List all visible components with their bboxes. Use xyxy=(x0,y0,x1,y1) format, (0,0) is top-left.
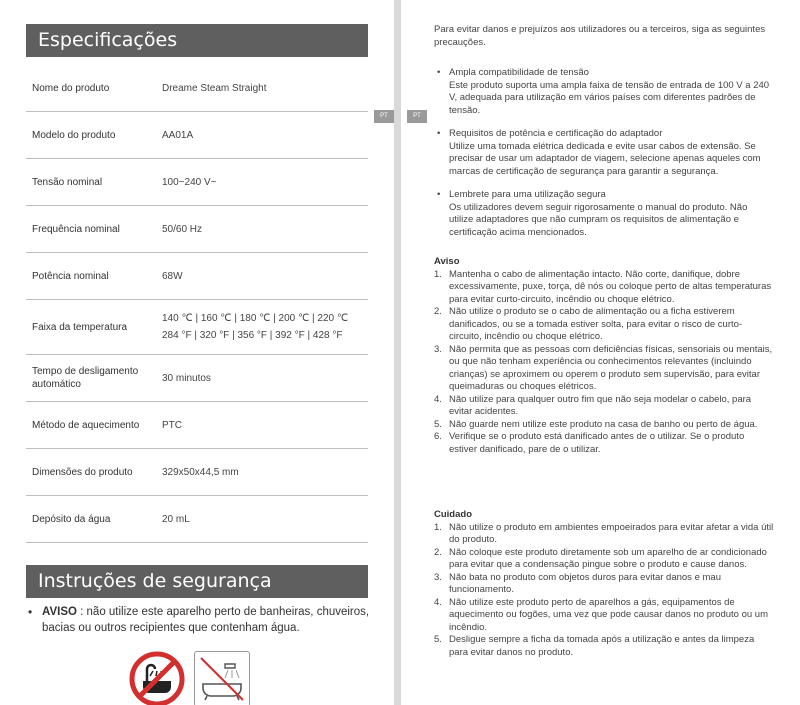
spec-value: PTC xyxy=(162,419,182,431)
aviso-heading: Aviso xyxy=(434,256,460,267)
spec-row xyxy=(26,496,368,543)
precaution-body: Utilize uma tomada elétrica dedicada e evite usar cabos de extensão. Se precisar de usar um adaptador de viagem, selecione apenas aqueles com marcas de certificação de segurança para garantir a segurança. xyxy=(449,140,761,177)
temp-fahrenheit: 284 °F | 320 °F | 356 °F | 392 °F | 428 °F xyxy=(162,330,343,341)
spec-name: Método de aquecimento xyxy=(32,419,140,431)
pt-tab-right: PT xyxy=(407,110,427,123)
spec-table xyxy=(26,65,368,543)
spec-value: 329x50x44,5 mm xyxy=(162,466,239,478)
precaution-item xyxy=(434,128,774,178)
spec-value: 30 minutos xyxy=(162,372,211,384)
spec-name: Tensão nominal xyxy=(32,176,103,188)
left-page xyxy=(0,0,394,705)
bullet-dot: • xyxy=(437,189,441,200)
spec-row xyxy=(26,206,368,253)
spec-name: Modelo do produto xyxy=(32,129,116,141)
spec-name: Nome do produto xyxy=(32,82,110,94)
precautions-list xyxy=(434,67,774,250)
cuidado-section xyxy=(434,509,774,659)
aviso-item: 3. Não permita que as pessoas com deficiências físicas, sensoriais ou mentais, ou que não tenham experiência ou conhecimentos relevantes (incluindo crianças) se aproximem ou operem o produto sem supervisão, para evitar queimaduras ou choques elétricos. xyxy=(434,343,773,392)
spec-value xyxy=(162,310,368,344)
safety-section-title: Instruções de segurança xyxy=(26,565,368,598)
spec-name: Tempo de desligamento automático xyxy=(32,366,139,390)
precaution-item xyxy=(434,189,774,239)
spec-name: Dimensões do produto xyxy=(32,466,133,478)
spec-name: Frequência nominal xyxy=(32,223,120,235)
cuidado-item-text: Não bata no produto com objetos duros para evitar danos e mau funcionamento. xyxy=(449,571,721,595)
cuidado-item-text: Não coloque este produto diretamente sob um aparelho de ar condicionado para evitar que a condensação pingue sobre o produto e cause danos. xyxy=(449,546,767,570)
precaution-title: Requisitos de potência e certificação do adaptador xyxy=(449,128,663,139)
no-shower-bath-icon xyxy=(194,651,250,705)
pt-tab-left: PT xyxy=(374,110,394,123)
aviso-item: 4. Não utilize para qualquer outro fim que não seja modelar o cabelo, para evitar acidentes. xyxy=(434,393,752,417)
aviso-item-text: Mantenha o cabo de alimentação intacto. Não corte, danifique, dobre excessivamente, puxe, torça, dê nós ou coloque perto de altas temperaturas para evitar curto-circuito, incêndio ou choque elétrico. xyxy=(449,268,772,305)
precaution-title: Lembrete para uma utilização segura xyxy=(449,189,606,200)
aviso-item: 1. Mantenha o cabo de alimentação intacto. Não corte, danifique, dobre excessivamente, puxe, torça, dê nós ou coloque perto de altas temperaturas para evitar curto-circuito, incêndio ou choque elétrico. xyxy=(434,268,772,305)
spec-value: 20 mL xyxy=(162,513,190,525)
no-bathtub-icon xyxy=(129,651,185,705)
bullet-dot: • xyxy=(437,67,441,78)
cuidado-item: 4. Não utilize este produto perto de aparelhos a gás, equipamentos de aquecimento ou fogões, uma vez que pode causar danos no produto ou um incêndio. xyxy=(434,596,768,633)
aviso-item-text: Não utilize o produto se o cabo de alimentação ou a ficha estiverem danificados, ou se a tomada estiver solta, para evitar o risco de curto-circuito, incêndio ou choque elétrico. xyxy=(449,306,743,342)
spec-name: Faixa da temperatura xyxy=(32,321,128,333)
aviso-section xyxy=(434,256,774,456)
aviso-item: 2. Não utilize o produto se o cabo de alimentação ou a ficha estiverem danificados, ou se a tomada estiver solta, para evitar o risco de curto-circuito, incêndio ou choque elétrico. xyxy=(434,306,743,342)
spec-value: AA01A xyxy=(162,129,194,141)
page-gutter xyxy=(394,0,401,705)
spec-row xyxy=(26,300,368,355)
spec-value: 68W xyxy=(162,270,183,282)
aviso-item: 5. Não guarde nem utilize este produto na casa de banho ou perto de água. xyxy=(434,418,758,430)
spec-section-title: Especificações xyxy=(26,24,368,57)
aviso-label: AVISO xyxy=(42,606,77,618)
cuidado-item: 2. Não coloque este produto diretamente sob um aparelho de ar condicionado para evitar que a condensação pingue sobre o produto e cause danos. xyxy=(434,546,767,570)
aviso-warning xyxy=(26,604,371,636)
aviso-text: : não utilize este aparelho perto de banheiras, chuveiros, bacias ou outros recipientes que contenham água. xyxy=(42,606,370,634)
aviso-item-text: Verifique se o produto está danificado antes de o utilizar. Se o produto estiver danificado, pare de o utilizar. xyxy=(449,431,745,455)
aviso-item-text: Não permita que as pessoas com deficiências físicas, sensoriais ou mentais, ou que não tenham experiência ou conhecimentos relevantes (incluindo crianças) se aproximem ou operem o produto sem supervisão, para evitar queimaduras ou choques elétricos. xyxy=(449,343,773,392)
bullet-dot: • xyxy=(28,605,33,619)
spec-row xyxy=(26,159,368,206)
cuidado-item-text: Desligue sempre a ficha da tomada após a utilização e antes da limpeza para evitar danos no produto. xyxy=(449,634,755,658)
aviso-item-text: Não utilize para qualquer outro fim que não seja modelar o cabelo, para evitar acidentes. xyxy=(449,393,752,417)
cuidado-item: 1. Não utilize o produto em ambientes empoeirados para evitar afetar a vida útil do produto. xyxy=(434,521,774,545)
temp-celsius: 140 ℃ | 160 ℃ | 180 ℃ | 200 ℃ | 220 ℃ xyxy=(162,313,349,324)
precaution-title: Ampla compatibilidade de tensão xyxy=(449,67,589,78)
spec-row xyxy=(26,355,368,402)
spec-name: Potência nominal xyxy=(32,270,109,282)
precaution-body: Os utilizadores devem seguir rigorosamente o manual do produto. Não utilize adaptadores que não cumpram os requisitos de alimentação e certificação acima mencionados. xyxy=(449,201,748,238)
spec-name: Depósito da água xyxy=(32,513,111,525)
precaution-body: Este produto suporta uma ampla faixa de tensão de entrada de 100 V a 240 V, adequada para utilização em vários países com diferentes padrões de tensão. xyxy=(449,79,770,116)
spec-row xyxy=(26,112,368,159)
bullet-dot: • xyxy=(437,128,441,139)
spec-row xyxy=(26,65,368,112)
aviso-item: 6. Verifique se o produto está danificado antes de o utilizar. Se o produto estiver danificado, pare de o utilizar. xyxy=(434,431,745,455)
spec-row xyxy=(26,253,368,300)
aviso-item-text: Não guarde nem utilize este produto na casa de banho ou perto de água. xyxy=(449,418,758,430)
aviso-text-block xyxy=(42,604,371,636)
spec-row xyxy=(26,449,368,496)
spec-value: 50/60 Hz xyxy=(162,223,203,235)
cuidado-heading: Cuidado xyxy=(434,509,472,520)
spec-row xyxy=(26,402,368,449)
spec-value: 100~240 V~ xyxy=(162,176,217,188)
cuidado-item-text: Não utilize este produto perto de aparelhos a gás, equipamentos de aquecimento ou fogões, uma vez que pode causar danos no produto ou um incêndio. xyxy=(449,596,768,633)
cuidado-item: 3. Não bata no produto com objetos duros para evitar danos e mau funcionamento. xyxy=(434,571,721,595)
precaution-item xyxy=(434,67,774,117)
intro-text: Para evitar danos e prejuízos aos utilizadores ou a terceiros, siga as seguintes precauções. xyxy=(434,24,766,48)
cuidado-item-text: Não utilize o produto em ambientes empoeirados para evitar afetar a vida útil do produto. xyxy=(449,521,774,545)
spec-value: Dreame Steam Straight xyxy=(162,82,267,94)
cuidado-item: 5. Desligue sempre a ficha da tomada após a utilização e antes da limpeza para evitar danos no produto. xyxy=(434,634,755,658)
